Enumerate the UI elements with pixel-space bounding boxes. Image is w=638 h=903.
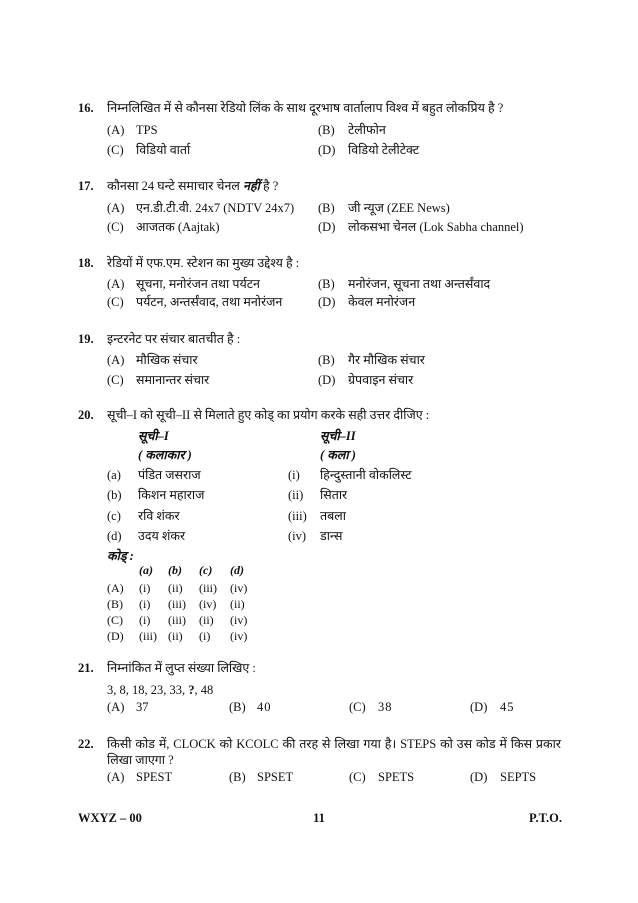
paper-code: WXYZ – 00 bbox=[78, 811, 142, 825]
option-c-label: (C) bbox=[107, 295, 124, 309]
list-1-heading: सूची–I bbox=[138, 429, 169, 443]
page-footer bbox=[0, 810, 638, 826]
list-2-item-text: डान्स bbox=[320, 529, 343, 543]
option-b-text: मनोरंजन, सूचना तथा अन्तर्संवाद bbox=[348, 277, 491, 291]
code-value: (iv) bbox=[230, 613, 248, 627]
option-a-text: मौखिक संचार bbox=[136, 353, 198, 367]
sequence-start: 3, 8, 18, 23, 33, bbox=[107, 683, 189, 697]
option-d-text: SEPTS bbox=[500, 770, 537, 784]
number-sequence bbox=[107, 682, 213, 698]
option-d-label: (D) bbox=[470, 770, 488, 784]
option-a-label: (A) bbox=[107, 201, 125, 215]
question-text bbox=[107, 178, 278, 194]
list-1-subheading: ( कलाकार ) bbox=[138, 448, 192, 462]
option-a-text: 37 bbox=[136, 700, 149, 714]
option-a-label: (A) bbox=[107, 353, 125, 367]
please-turn-over: P.T.O. bbox=[529, 811, 562, 825]
code-value: (iv) bbox=[199, 597, 217, 611]
code-value: (i) bbox=[139, 597, 151, 611]
option-b-label: (B) bbox=[318, 353, 335, 367]
option-c-text: समानान्तर संचार bbox=[136, 373, 210, 387]
code-column-d: (d) bbox=[230, 563, 244, 577]
option-a-label: (A) bbox=[107, 123, 125, 137]
code-option-label: (C) bbox=[107, 613, 123, 627]
question-number: 20. bbox=[78, 408, 94, 422]
code-value: (iii) bbox=[139, 629, 157, 643]
option-b-label: (B) bbox=[318, 123, 335, 137]
question-text: इन्टरनेट पर संचार बातचीत है : bbox=[107, 332, 241, 346]
option-d-text: ग्रेपवाइन संचार bbox=[348, 373, 414, 387]
option-a-text: TPS bbox=[136, 123, 158, 137]
option-c-text: 38 bbox=[378, 700, 393, 714]
question-number: 16. bbox=[78, 101, 94, 115]
code-value: (iii) bbox=[168, 597, 186, 611]
code-option-label: (B) bbox=[107, 597, 123, 611]
match-row bbox=[0, 487, 638, 503]
code-header bbox=[0, 562, 638, 578]
code-row bbox=[0, 596, 638, 612]
question-text-start: कौनसा 24 घन्टे समाचार चेनल bbox=[107, 179, 244, 193]
option-d-text: लोकसभा चेनल (Lok Sabha channel) bbox=[348, 220, 524, 234]
list-2-subheading: ( कला ) bbox=[320, 448, 356, 462]
code-column-c: (c) bbox=[199, 563, 213, 577]
option-b-text: टेलीफोन bbox=[348, 123, 386, 137]
code-column-a: (a) bbox=[139, 563, 153, 577]
question-text-end: है ? bbox=[259, 179, 279, 193]
question-number: 18. bbox=[78, 256, 94, 270]
match-row bbox=[0, 508, 638, 524]
list-2-item-label: (ii) bbox=[288, 488, 304, 502]
question-text-line-1: किसी कोड में, CLOCK को KCOLC की तरह से लिखा गया है। STEPS को उस कोड में किस प्रकार bbox=[107, 737, 561, 751]
code-option-label: (A) bbox=[107, 581, 124, 595]
code-option-label: (D) bbox=[107, 629, 124, 643]
option-c-label: (C) bbox=[107, 373, 124, 387]
list-2-item-text: हिन्दुस्तानी वोकलिस्ट bbox=[320, 468, 412, 482]
list-1-item-text: पंडित जसराज bbox=[138, 468, 201, 482]
code-value: (ii) bbox=[230, 597, 245, 611]
list-1-item-label: (b) bbox=[107, 488, 122, 502]
option-d-text: विडियो टेलीटेक्ट bbox=[348, 143, 420, 157]
option-b-text: 40 bbox=[257, 700, 272, 714]
code-row bbox=[0, 580, 638, 596]
code-value: (i) bbox=[139, 613, 151, 627]
page-number: 11 bbox=[313, 811, 325, 825]
list-1-item-label: (a) bbox=[107, 468, 121, 482]
option-d-label: (D) bbox=[470, 700, 488, 714]
option-a-text: सूचना, मनोरंजन तथा पर्यटन bbox=[136, 277, 260, 291]
option-d-label: (D) bbox=[318, 373, 336, 387]
question-text-line-2: लिखा जाएगा ? bbox=[107, 753, 174, 767]
question-text: सूची–I को सूची–II से मिलाते हुए कोड् का प्रयोग करके सही उत्तर दीजिए : bbox=[107, 408, 430, 422]
code-value: (ii) bbox=[199, 613, 214, 627]
option-a-text: एन.डी.टी.वी. 24x7 (NDTV 24x7) bbox=[136, 201, 295, 215]
list-1-item-text: उदय शंकर bbox=[138, 529, 186, 543]
question-emphasis: नहीं bbox=[243, 179, 260, 193]
list-2-item-text: तबला bbox=[320, 509, 346, 523]
code-label: कोड् : bbox=[107, 549, 134, 563]
question-number: 22. bbox=[78, 737, 94, 751]
match-row bbox=[0, 467, 638, 483]
option-d-label: (D) bbox=[318, 295, 336, 309]
option-a-label: (A) bbox=[107, 277, 125, 291]
option-a-text: SPEST bbox=[136, 770, 173, 784]
code-value: (iv) bbox=[230, 581, 248, 595]
match-row bbox=[0, 528, 638, 544]
option-c-label: (C) bbox=[107, 220, 124, 234]
list-1-item-text: किशन महाराज bbox=[138, 488, 205, 502]
option-c-text: पर्यटन, अन्तर्संवाद, तथा मनोरंजन bbox=[136, 295, 283, 309]
list-2-item-label: (iv) bbox=[288, 529, 307, 543]
code-row bbox=[0, 612, 638, 628]
question-text: निम्नलिखित में से कौनसा रेडियो लिंक के साथ दूरभाष वार्तालाप विश्व में बहुत लोकप्रिय है ? bbox=[107, 101, 504, 115]
option-c-label: (C) bbox=[349, 770, 366, 784]
option-c-text: आजतक (Aajtak) bbox=[136, 220, 220, 234]
list-2-item-text: सितार bbox=[320, 488, 348, 502]
code-value: (ii) bbox=[168, 629, 183, 643]
option-a-label: (A) bbox=[107, 770, 125, 784]
code-row bbox=[0, 628, 638, 644]
code-value: (ii) bbox=[168, 581, 183, 595]
list-1-item-label: (d) bbox=[107, 529, 122, 543]
option-d-label: (D) bbox=[318, 220, 336, 234]
code-value: (i) bbox=[139, 581, 151, 595]
sequence-end: , 48 bbox=[194, 683, 214, 697]
option-b-label: (B) bbox=[229, 700, 246, 714]
option-d-text: 45 bbox=[500, 700, 515, 714]
code-column-b: (b) bbox=[168, 563, 182, 577]
code-value: (iii) bbox=[199, 581, 217, 595]
list-1-item-label: (c) bbox=[107, 509, 121, 523]
option-b-text: SPSET bbox=[257, 770, 294, 784]
code-value: (i) bbox=[199, 629, 211, 643]
sequence-blank: ? bbox=[188, 683, 195, 697]
option-b-label: (B) bbox=[229, 770, 246, 784]
option-c-label: (C) bbox=[107, 143, 124, 157]
list-1-item-text: रवि शंकर bbox=[138, 509, 180, 523]
option-b-text: जी न्यूज (ZEE News) bbox=[348, 201, 450, 215]
list-2-heading: सूची–II bbox=[320, 429, 356, 443]
list-2-item-label: (i) bbox=[288, 468, 300, 482]
code-value: (iv) bbox=[230, 629, 248, 643]
code-value: (iii) bbox=[168, 613, 186, 627]
question-number: 17. bbox=[78, 179, 94, 193]
question-number: 19. bbox=[78, 332, 94, 346]
option-a-label: (A) bbox=[107, 700, 125, 714]
option-b-text: गैर मौखिक संचार bbox=[348, 353, 425, 367]
option-d-text: केवल मनोरंजन bbox=[348, 295, 416, 309]
question-text: निम्नांकित में लुप्त संख्या लिखिए : bbox=[107, 661, 256, 675]
option-b-label: (B) bbox=[318, 201, 335, 215]
option-d-label: (D) bbox=[318, 143, 336, 157]
option-c-label: (C) bbox=[349, 700, 366, 714]
option-b-label: (B) bbox=[318, 277, 335, 291]
question-text: रेडियों में एफ.एम. स्टेशन का मुख्य उद्देश्य है : bbox=[107, 256, 300, 270]
option-c-text: SPETS bbox=[378, 770, 415, 784]
option-c-text: विडियो वार्ता bbox=[136, 143, 191, 157]
list-2-item-label: (iii) bbox=[288, 509, 307, 523]
question-number: 21. bbox=[78, 661, 94, 675]
